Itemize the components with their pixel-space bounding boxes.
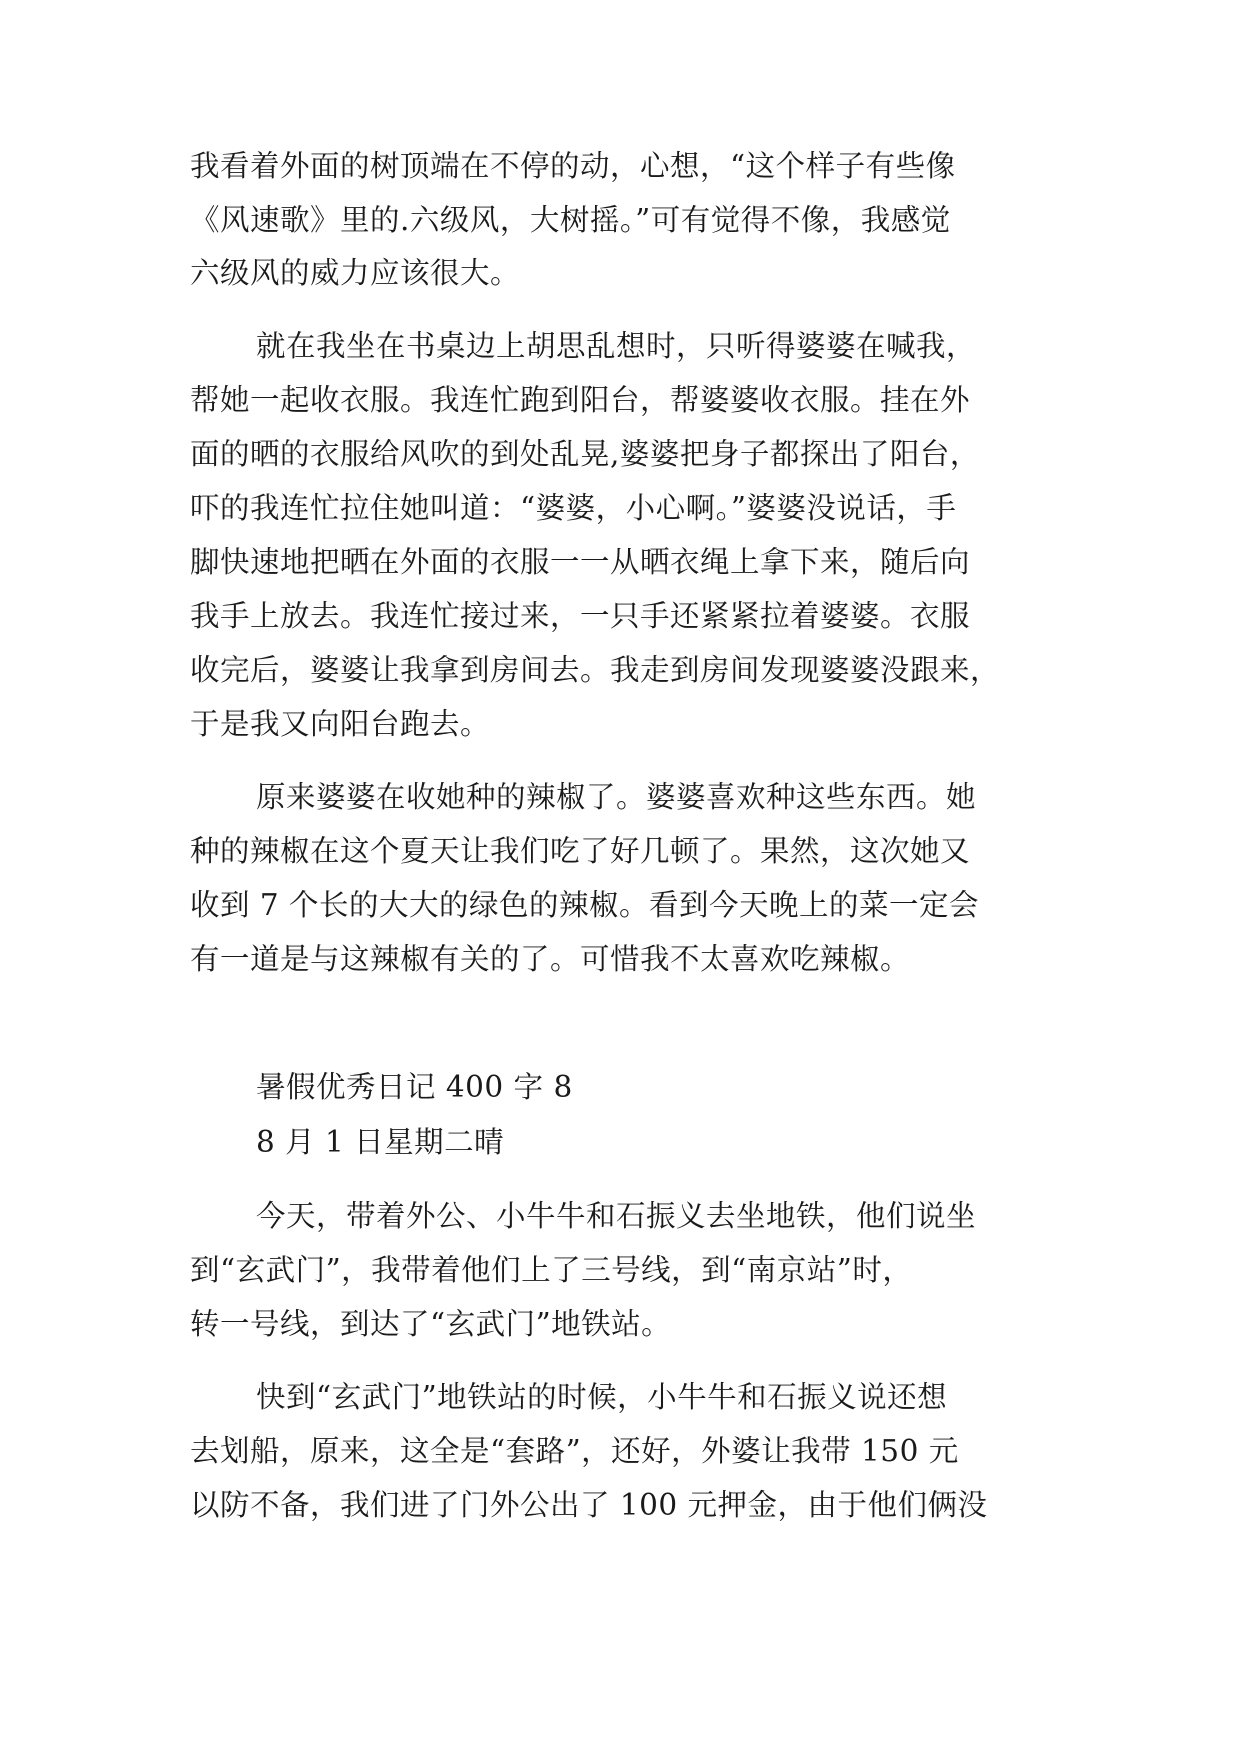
text-line: 到“玄武门”，我带着他们上了三号线，到“南京站”时， [190,1253,913,1287]
text-line: 以防不备，我们进了门外公出了 100 元押金，由于他们俩没 [190,1488,988,1522]
text-line: 我看着外面的树顶端在不停的动，心想，“这个样子有些像 [190,149,956,183]
text-line: 我手上放去。我连忙接过来，一只手还紧紧拉着婆婆。衣服 [190,599,971,633]
text-line: 六级风的威力应该很大。 [190,256,521,290]
text-line: 原来婆婆在收她种的辣椒了。婆婆喜欢种这些东西。她 [256,780,977,814]
section-title: 暑假优秀日记 400 字 8 [256,1070,573,1104]
date-line: 8 月 1 日星期二晴 [256,1125,505,1159]
text-line: 收到 7 个长的大大的绿色的辣椒。看到今天晚上的菜一定会 [190,888,980,922]
text-line: 去划船，原来，这全是“套路”，还好，外婆让我带 150 元 [190,1434,959,1468]
text-line: 转一号线，到达了“玄武门”地铁站。 [190,1307,672,1341]
text-line: 就在我坐在书桌边上胡思乱想时，只听得婆婆在喊我， [256,329,977,363]
text-line: 快到“玄武门”地铁站的时候，小牛牛和石振义说还想 [256,1380,948,1414]
text-line: 面的晒的衣服给风吹的到处乱晃,婆婆把身子都探出了阳台， [190,437,980,471]
text-line: 帮她一起收衣服。我连忙跑到阳台，帮婆婆收衣服。挂在外 [190,383,971,417]
text-line: 《风速歌》里的.六级风，大树摇。”可有觉得不像，我感觉 [190,203,951,237]
text-line: 收完后，婆婆让我拿到房间去。我走到房间发现婆婆没跟来， [190,653,1001,687]
text-line: 脚快速地把晒在外面的衣服一一从晒衣绳上拿下来，随后向 [190,545,971,579]
text-line: 今天，带着外公、小牛牛和石振义去坐地铁，他们说坐 [256,1199,977,1233]
text-line: 种的辣椒在这个夏天让我们吃了好几顿了。果然，这次她又 [190,834,971,868]
text-line: 有一道是与这辣椒有关的了。可惜我不太喜欢吃辣椒。 [190,942,911,976]
text-line: 吓的我连忙拉住她叫道：“婆婆，小心啊。”婆婆没说话，手 [190,491,957,525]
text-line: 于是我又向阳台跑去。 [190,707,491,741]
